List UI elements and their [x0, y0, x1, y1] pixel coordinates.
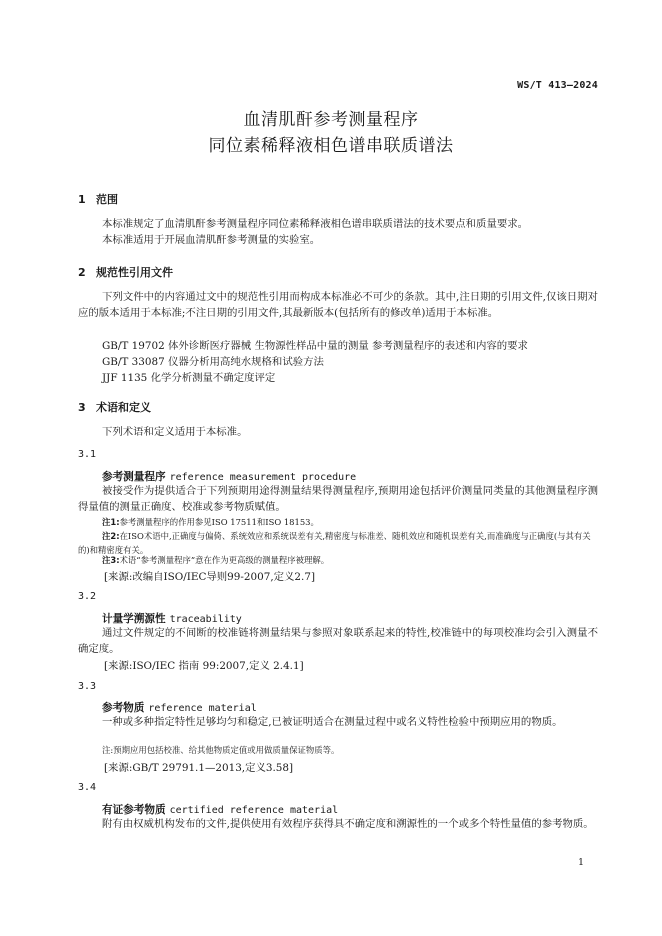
note-label: 注3: [102, 555, 120, 565]
section-3-intro: 下列术语和定义适用于本标准。 [102, 426, 248, 438]
section-2-paragraph: 下列文件中的内容通过文中的规范性引用而构成本标准必不可少的条款。其中,注日期的引用文件,仅该日期对应的版本适用于本标准;不注日期的引用文件,其最新版本(包括所有的修改单)适用于本标准。 [78, 291, 598, 319]
term-chinese: 参考物质 [102, 702, 145, 714]
normative-reference: GB/T 19702 体外诊断医疗器械 生物源性样品中量的测量 参考测量程序的表述和内容的要求 [102, 340, 528, 352]
term-note [78, 553, 598, 567]
standard-code: WS/T 413—2024 [517, 80, 598, 91]
term-heading [102, 469, 356, 484]
term-definition: 附有由权威机构发布的文件,提供使用有效程序获得具不确定度和溯源性的一个或多个特性量值的参考物质。 [102, 818, 594, 830]
term-english: traceability [169, 614, 242, 625]
term-chinese: 有证参考物质 [102, 804, 166, 816]
term-english: reference material [148, 703, 257, 714]
term-chinese: 参考测量程序 [102, 471, 166, 483]
section-title: 规范性引用文件 [96, 266, 173, 279]
note-text: 预期应用包括校准、给其他物质定值或用做质量保证物质等。 [113, 745, 340, 755]
note-label: 注1: [102, 517, 120, 527]
section-number: 2 [78, 266, 86, 279]
clause-number: 3.3 [78, 681, 97, 692]
note-text: 参考测量程序的作用参见ISO 17511和ISO 18153。 [119, 517, 319, 527]
document-title-line1: 血清肌酐参考测量程序 [243, 110, 419, 130]
term-english: certified reference material [169, 805, 339, 816]
clause-number: 3.2 [78, 591, 97, 602]
section-title: 范围 [96, 193, 118, 206]
term-chinese: 计量学溯源性 [102, 613, 166, 625]
section-2-heading [78, 264, 173, 280]
clause-number: 3.4 [78, 782, 97, 793]
term-heading [102, 802, 338, 817]
section-title: 术语和定义 [96, 401, 151, 414]
term-heading [102, 700, 257, 715]
term-source: [来源:GB/T 29791.1—2013,定义3.58] [104, 762, 294, 774]
document-title-line2: 同位素稀释液相色谱串联质谱法 [208, 136, 454, 156]
note-text: 术语“参考测量程序”意在作为更高级的测量程序被理解。 [119, 555, 330, 565]
term-source: [来源:改编自ISO/IEC导则99-2007,定义2.7] [104, 571, 316, 583]
term-definition: 通过文件规定的不间断的校准链将测量结果与参照对象联系起来的特性,校准链中的每项校准均会引入测量不确定度。 [78, 627, 598, 655]
term-heading [102, 611, 242, 626]
section-1-paragraph-2: 本标准适用于开展血清肌酐参考测量的实验室。 [102, 234, 321, 246]
term-definition: 被接受作为提供适合于下列预期用途得测量结果得测量程序,预期用途包括评价测量同类量的其他测量程序测得量值的测量正确度、校准或参考物质赋值。 [78, 485, 598, 513]
section-3-heading [78, 399, 151, 415]
section-number: 3 [78, 401, 86, 414]
note-label: 注: [102, 745, 114, 755]
clause-number: 3.1 [78, 449, 97, 460]
note-text: 在ISO术语中,正确度与偏倚、系统效应和系统误差有关,精密度与标准差、随机效应和随机误差有关,而准确度与正确度(与其有关的)和精密度有关。 [78, 531, 591, 555]
page-number: 1 [577, 857, 584, 868]
section-1-paragraph-1: 本标准规定了血清肌酐参考测量程序同位素稀释液相色谱串联质谱法的技术要点和质量要求。 [102, 218, 529, 230]
note-label: 注2: [102, 531, 120, 541]
term-note [78, 515, 598, 529]
term-definition: 一种或多种指定特性足够均匀和稳定,已被证明适合在测量过程中或名义特性检验中预期应用的物质。 [102, 716, 563, 728]
term-note [78, 743, 598, 757]
section-1-heading [78, 191, 118, 207]
section-number: 1 [78, 193, 86, 206]
term-english: reference measurement procedure [169, 472, 357, 483]
normative-reference: GB/T 33087 仪器分析用高纯水规格和试验方法 [102, 356, 324, 368]
normative-reference: JJF 1135 化学分析测量不确定度评定 [102, 372, 276, 384]
term-source: [来源:ISO/IEC 指南 99:2007,定义 2.4.1] [104, 660, 304, 672]
